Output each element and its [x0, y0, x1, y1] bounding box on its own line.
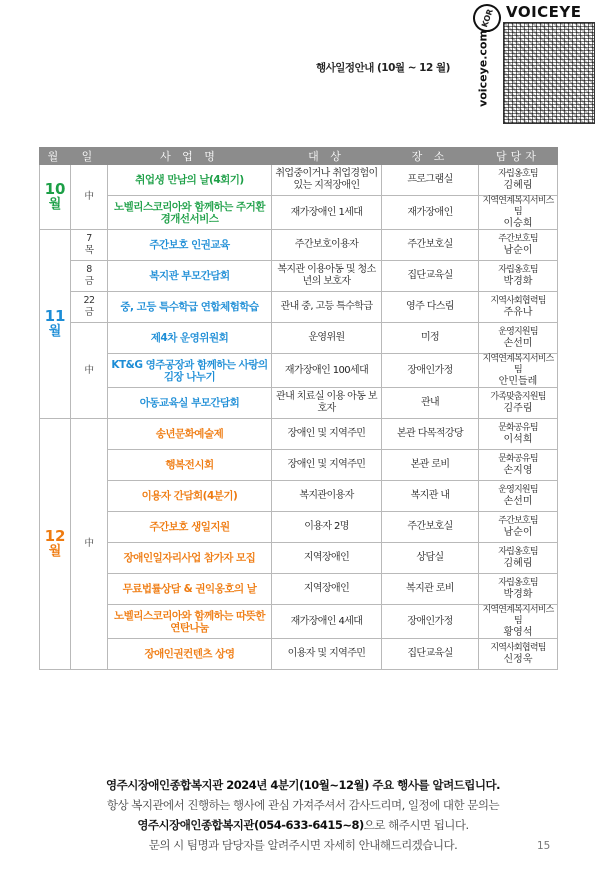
place-cell: 미정	[382, 323, 479, 354]
staff-cell: 자립옹호팀 박경화	[479, 261, 558, 292]
table-row	[40, 354, 558, 388]
staff-cell: 주간보호팀 남순이	[479, 230, 558, 261]
december-group	[40, 419, 558, 670]
table-row	[40, 450, 558, 481]
program-cell: 무료법률상담 & 권익옹호의 날	[108, 574, 272, 605]
day-cell: 中	[71, 323, 108, 419]
program-cell: KT&G 영주공장과 함께하는 사랑의 김장 나누기	[108, 354, 272, 388]
place-cell: 프로그램실	[382, 165, 479, 196]
place-cell: 주간보호실	[382, 230, 479, 261]
place-cell: 상담실	[382, 543, 479, 574]
place-cell: 장애인가정	[382, 354, 479, 388]
table-row	[40, 605, 558, 639]
target-cell: 재가장애인 1세대	[272, 196, 382, 230]
day-cell: 7 목	[71, 230, 108, 261]
month-cell-december: 12 월	[40, 419, 71, 670]
place-cell: 주간보호실	[382, 512, 479, 543]
page-number: 15	[537, 840, 551, 852]
table-header-row	[40, 148, 558, 165]
table-row	[40, 230, 558, 261]
program-cell: 노벨리스코리아와 함께하는 주거환경개선서비스	[108, 196, 272, 230]
target-cell: 관내 중, 고등 특수학급	[272, 292, 382, 323]
staff-cell: 지역연계복지서비스팀 이승희	[479, 196, 558, 230]
table-row	[40, 196, 558, 230]
staff-cell: 문화공유팀 손지영	[479, 450, 558, 481]
target-cell: 복지관 이용아동 및 청소년의 보호자	[272, 261, 382, 292]
page-header-title: 행사일정안내 (10월 ~ 12 월)	[316, 62, 450, 74]
header-target: 대 상	[272, 148, 382, 165]
target-cell: 장애인 및 지역주민	[272, 450, 382, 481]
target-cell: 이용자 2명	[272, 512, 382, 543]
target-cell: 주간보호이용자	[272, 230, 382, 261]
table-row	[40, 481, 558, 512]
staff-cell: 가족맞춤지원팀 김주림	[479, 388, 558, 419]
staff-cell: 운영지원팀 손선미	[479, 323, 558, 354]
program-cell: 중, 고등 특수학급 연합체험학습	[108, 292, 272, 323]
staff-cell: 운영지원팀 손선미	[479, 481, 558, 512]
staff-cell: 자립옹호팀 김혜림	[479, 165, 558, 196]
program-cell: 제4차 운영위원회	[108, 323, 272, 354]
footer-line-2: 항상 복지관에서 진행하는 행사에 관심 가져주셔서 감사드리며, 일정에 대한 문의는	[106, 798, 500, 812]
table-row	[40, 323, 558, 354]
target-cell: 취업중이거나 취업경험이 있는 지적장애인	[272, 165, 382, 196]
target-cell: 장애인 및 지역주민	[272, 419, 382, 450]
place-cell: 재가장애인	[382, 196, 479, 230]
voiceye-logo: VOICEYE	[506, 3, 582, 21]
october-group	[40, 165, 558, 230]
target-cell: 지역장애인	[272, 574, 382, 605]
header-day: 일	[71, 148, 108, 165]
header-program: 사 업 명	[108, 148, 272, 165]
target-cell: 재가장애인 4세대	[272, 605, 382, 639]
voiceye-code-block	[470, 0, 600, 130]
program-cell: 복지관 부모간담회	[108, 261, 272, 292]
target-cell: 재가장애인 100세대	[272, 354, 382, 388]
month-cell-november: 11 월	[40, 230, 71, 419]
month-cell-october: 10 월	[40, 165, 71, 230]
program-cell: 이용자 간담회(4분기)	[108, 481, 272, 512]
table-row	[40, 261, 558, 292]
day-cell: 22 금	[71, 292, 108, 323]
program-cell: 주간보호 생일지원	[108, 512, 272, 543]
staff-cell: 지역사회협력팀 주유나	[479, 292, 558, 323]
place-cell: 복지관 내	[382, 481, 479, 512]
staff-cell: 주간보호팀 남순이	[479, 512, 558, 543]
place-cell: 장애인가정	[382, 605, 479, 639]
place-cell: 관내	[382, 388, 479, 419]
target-cell: 관내 치료실 이용 아동 보호자	[272, 388, 382, 419]
event-schedule-table	[39, 147, 558, 670]
table-row	[40, 512, 558, 543]
footer-notice	[0, 775, 606, 855]
table-row	[40, 165, 558, 196]
program-cell: 송년문화예술제	[108, 419, 272, 450]
table-row	[40, 574, 558, 605]
table-row	[40, 419, 558, 450]
day-cell: 中	[71, 165, 108, 230]
table-row	[40, 639, 558, 670]
staff-cell: 지역연계복지서비스팀 황영석	[479, 605, 558, 639]
staff-cell: 지역연계복지서비스팀 안민들레	[479, 354, 558, 388]
staff-cell: 지역사회협력팀 신정욱	[479, 639, 558, 670]
place-cell: 본관 다목적강당	[382, 419, 479, 450]
footer-line-3: 영주시장애인종합복지관(054-633-6415~8)으로 해주시면 됩니다.	[137, 818, 469, 832]
contact-phone: 영주시장애인종합복지관(054-633-6415~8)	[137, 818, 364, 832]
staff-cell: 문화공유팀 이석희	[479, 419, 558, 450]
voiceye-site-label: voiceye.com	[476, 30, 490, 107]
program-cell: 취업생 만남의 날(4회기)	[108, 165, 272, 196]
table-row	[40, 292, 558, 323]
place-cell: 복지관 로비	[382, 574, 479, 605]
target-cell: 이용자 및 지역주민	[272, 639, 382, 670]
program-cell: 아동교육실 부모간담회	[108, 388, 272, 419]
program-cell: 장애인일자리사업 참가자 모집	[108, 543, 272, 574]
place-cell: 영주 다스림	[382, 292, 479, 323]
program-cell: 장애인권컨텐츠 상영	[108, 639, 272, 670]
table-row	[40, 543, 558, 574]
program-cell: 주간보호 인권교육	[108, 230, 272, 261]
table-row	[40, 388, 558, 419]
voiceye-qr-icon	[503, 22, 595, 124]
footer-line-4: 문의 시 팀명과 담당자를 알려주시면 자세히 안내해드리겠습니다.	[148, 838, 458, 852]
header-place: 장 소	[382, 148, 479, 165]
day-cell: 中	[71, 419, 108, 670]
target-cell: 지역장애인	[272, 543, 382, 574]
header-staff: 담당자	[479, 148, 558, 165]
kor-badge-icon: KOR	[469, 0, 505, 36]
target-cell: 복지관이용자	[272, 481, 382, 512]
day-cell: 8 금	[71, 261, 108, 292]
place-cell: 집단교육실	[382, 261, 479, 292]
target-cell: 운영위원	[272, 323, 382, 354]
header-month: 월	[40, 148, 71, 165]
staff-cell: 자립옹호팀 김혜림	[479, 543, 558, 574]
footer-headline: 영주시장애인종합복지관 2024년 4분기(10월~12월) 주요 행사를 알려드립니다.	[106, 778, 500, 792]
program-cell: 노벨리스코리아와 함께하는 따뜻한 연탄나눔	[108, 605, 272, 639]
november-group	[40, 230, 558, 419]
program-cell: 행복전시회	[108, 450, 272, 481]
staff-cell: 자립옹호팀 박경화	[479, 574, 558, 605]
place-cell: 집단교육실	[382, 639, 479, 670]
place-cell: 본관 로비	[382, 450, 479, 481]
